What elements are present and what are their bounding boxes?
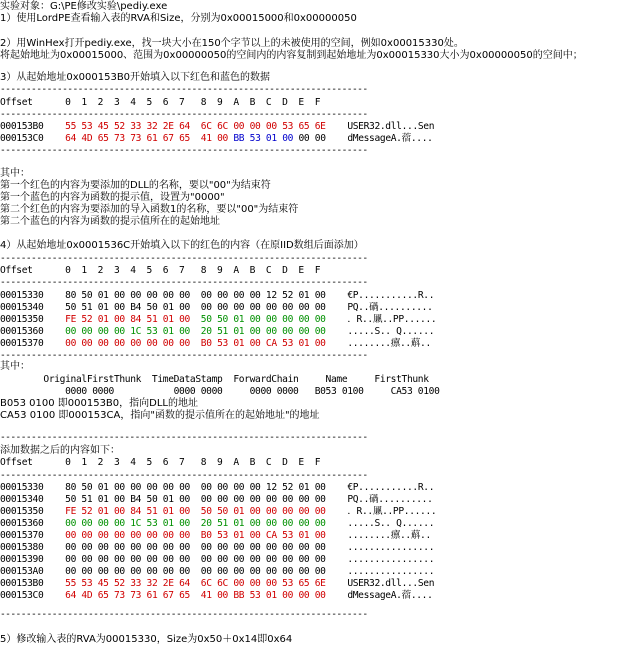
hex-bytes: 80 50 01 00 00 00 00 00 00 00 00 00 12 52 01 00 bbox=[65, 290, 326, 301]
hex-ascii: USER32.dll...Sen bbox=[347, 121, 435, 132]
hex-ascii: ........癝..蔛.. bbox=[347, 530, 431, 541]
hex-ascii: dMessageA.蓿.... bbox=[347, 133, 433, 144]
separator: ----------------------------------------------------------------------- bbox=[0, 84, 368, 95]
separator: ----------------------------------------------------------------------- bbox=[0, 253, 368, 264]
hex-row bbox=[0, 338, 431, 350]
hex-ascii: €P...........R.. bbox=[347, 482, 435, 493]
hex-bytes: 50 51 01 00 B4 50 01 00 00 00 00 00 00 00 00 00 bbox=[65, 494, 326, 505]
hex-offset: 000153B0 bbox=[0, 578, 44, 589]
hex-offset: 000153C0 bbox=[0, 133, 44, 144]
step2-line-1: 2）用WinHex打开pediy.exe，找一块大小在150个字节以上的未被使用的空间，例如0x00015330处。 bbox=[0, 38, 464, 49]
hex-row bbox=[0, 554, 434, 566]
separator: ----------------------------------------------------------------------- bbox=[0, 609, 368, 620]
hex-bytes-mixed: FE 52 01 00 84 51 01 00 50 50 01 00 00 00 00 00 bbox=[65, 506, 326, 517]
hex-bytes-blue: BB 53 01 00 bbox=[233, 133, 294, 144]
separator: ----------------------------------------------------------------------- bbox=[0, 145, 368, 156]
step2-line-2: 将起始地址为0x00015000、范围为0x00000050的空间内的内容复制到起始地址为0x00015330大小为0x00000050的空间中； bbox=[0, 50, 583, 61]
notes1-line-2: 第一个蓝色的内容为函数的提示值，设置为"0000" bbox=[0, 192, 225, 203]
hex-offset: 00015330 bbox=[0, 482, 44, 493]
hex-ascii: ................ bbox=[347, 542, 435, 553]
hex-offset: 00015330 bbox=[0, 290, 44, 301]
hex-ascii: PQ..碢.......... bbox=[347, 494, 433, 505]
hex-bytes-red: 00 00 00 00 00 00 00 00 B0 53 01 00 CA 53 01 00 bbox=[65, 338, 326, 349]
hex-offset: 000153A0 bbox=[0, 566, 44, 577]
hex-ascii: ................ bbox=[347, 554, 435, 565]
hex-offset: 00015340 bbox=[0, 302, 44, 313]
hex-header: Offset 0 1 2 3 4 5 6 7 8 9 A B C D E F bbox=[0, 265, 321, 276]
hex-offset: 00015360 bbox=[0, 518, 44, 529]
hex-offset: 00015350 bbox=[0, 506, 44, 517]
step4-title: 4）从起始地址0x0001536C开始填入以下的红色的内容（在原IID数组后面添加） bbox=[0, 240, 364, 251]
hex-row bbox=[0, 121, 434, 133]
hex-row bbox=[0, 302, 433, 314]
step3-title: 3）从起始地址0x000153B0开始填入以下红色和蓝色的数据 bbox=[0, 72, 271, 83]
hex-row bbox=[0, 578, 434, 590]
hex-row bbox=[0, 326, 434, 338]
hex-row bbox=[0, 314, 436, 326]
hex-offset: 000153B0 bbox=[0, 121, 44, 132]
separator: ----------------------------------------------------------------------- bbox=[0, 109, 368, 120]
hex-row bbox=[0, 518, 434, 530]
hex-row bbox=[0, 542, 434, 554]
hex-ascii: ．R..凲..PP...... bbox=[347, 506, 437, 517]
separator: ----------------------------------------------------------------------- bbox=[0, 350, 368, 361]
intro-line-1: 实验对象：G:\PE修改实验\pediy.exe bbox=[0, 1, 168, 12]
hex-bytes-green: 00 00 00 00 1C 53 01 00 20 51 01 00 00 00 00 00 bbox=[65, 518, 326, 529]
hex-row bbox=[0, 530, 431, 542]
after-title: 添加数据之后的内容如下： bbox=[0, 445, 120, 456]
hex-bytes: 00 00 00 00 00 00 00 00 00 00 00 00 00 00 00 00 bbox=[65, 542, 326, 553]
hex-bytes: 50 51 01 00 B4 50 01 00 00 00 00 00 00 00 00 00 bbox=[65, 302, 326, 313]
hex-ascii: €P...........R.. bbox=[347, 290, 435, 301]
hex-ascii: USER32.dll...Sen bbox=[347, 578, 435, 589]
separator: ----------------------------------------------------------------------- bbox=[0, 470, 368, 481]
hex-bytes-red: 64 4D 65 73 73 61 67 65 41 00 bbox=[65, 133, 228, 144]
intro-line-2: 1）使用LordPE查看输入表的RVA和Size，分别为0x00015000和0x00000050 bbox=[0, 13, 357, 24]
notes1-line-3: 第二个红色的内容为要添加的导入函数1的名称，要以"00"为结束符 bbox=[0, 204, 299, 215]
hex-offset: 00015370 bbox=[0, 530, 44, 541]
hex-bytes-green: 00 00 00 00 1C 53 01 00 20 51 01 00 00 00 00 00 bbox=[65, 326, 326, 337]
hex-offset: 00015370 bbox=[0, 338, 44, 349]
hex-ascii: .....S.. Q...... bbox=[347, 518, 435, 529]
hex-offset: 00015390 bbox=[0, 554, 44, 565]
iid-columns: OriginalFirstThunk TimeDataStamp ForwardChain Name FirstThunk bbox=[0, 374, 429, 385]
hex-bytes: 00 00 bbox=[298, 133, 326, 144]
hex-row bbox=[0, 566, 434, 578]
hex-ascii: PQ..碢.......... bbox=[347, 302, 433, 313]
hex-bytes-red: 55 53 45 52 33 32 2E 64 6C 6C 00 00 00 53 65 6E bbox=[65, 578, 326, 589]
hex-header: Offset 0 1 2 3 4 5 6 7 8 9 A B C D E F bbox=[0, 97, 321, 108]
hex-row bbox=[0, 506, 436, 518]
hex-bytes: 00 00 00 00 00 00 00 00 00 00 00 00 00 00 00 00 bbox=[65, 554, 326, 565]
hex-bytes-green: 50 50 01 00 00 00 00 00 bbox=[200, 314, 326, 325]
notes2-line-2: CA53 0100 即000153CA，指向"函数的提示值所在的起始地址"的地址 bbox=[0, 410, 320, 421]
step5-title: 5）修改输入表的RVA为00015330，Size为0x50＋0x14即0x64 bbox=[0, 634, 293, 645]
iid-values: 0000 0000 0000 0000 0000 0000 B053 0100 CA53 0100 bbox=[0, 386, 440, 397]
separator: ----------------------------------------------------------------------- bbox=[0, 277, 368, 288]
hex-offset: 000153C0 bbox=[0, 590, 44, 601]
separator: ----------------------------------------------------------------------- bbox=[0, 432, 368, 443]
hex-offset: 00015380 bbox=[0, 542, 44, 553]
hex-offset: 00015350 bbox=[0, 314, 44, 325]
hex-row bbox=[0, 590, 433, 602]
hex-ascii: dMessageA.蓿.... bbox=[347, 590, 433, 601]
hex-bytes-red: 00 00 00 00 00 00 00 00 B0 53 01 00 CA 53 01 00 bbox=[65, 530, 326, 541]
notes1-line-1: 第一个红色的内容为要添加的DLL的名称，要以"00"为结束符 bbox=[0, 180, 271, 191]
hex-bytes-red: 64 4D 65 73 73 61 67 65 41 00 BB 53 01 00 00 00 bbox=[65, 590, 326, 601]
hex-ascii: ................ bbox=[347, 566, 435, 577]
hex-row bbox=[0, 482, 434, 494]
hex-bytes: 00 00 00 00 00 00 00 00 00 00 00 00 00 00 00 00 bbox=[65, 566, 326, 577]
hex-ascii: .....S.. Q...... bbox=[347, 326, 435, 337]
notes1-line-4: 第二个蓝色的内容为函数的提示值所在的起始地址 bbox=[0, 216, 220, 227]
hex-bytes-red: FE 52 01 00 84 51 01 00 bbox=[65, 314, 190, 325]
hex-row bbox=[0, 494, 433, 506]
hex-header: Offset 0 1 2 3 4 5 6 7 8 9 A B C D E F bbox=[0, 457, 321, 468]
notes1-title: 其中： bbox=[0, 168, 30, 179]
hex-offset: 00015360 bbox=[0, 326, 44, 337]
hex-offset: 00015340 bbox=[0, 494, 44, 505]
hex-bytes-red: 55 53 45 52 33 32 2E 64 6C 6C 00 00 bbox=[65, 121, 261, 132]
hex-row bbox=[0, 290, 434, 302]
hex-bytes: 80 50 01 00 00 00 00 00 00 00 00 00 12 52 01 00 bbox=[65, 482, 326, 493]
hex-bytes-red: 00 53 65 6E bbox=[265, 121, 326, 132]
notes2-title: 其中： bbox=[0, 361, 30, 372]
hex-ascii: ........癝..蔛.. bbox=[347, 338, 431, 349]
hex-ascii: ．R..凲..PP...... bbox=[347, 314, 437, 325]
notes2-line-1: B053 0100 即000153B0，指向DLL的地址 bbox=[0, 398, 198, 409]
hex-row bbox=[0, 133, 433, 145]
